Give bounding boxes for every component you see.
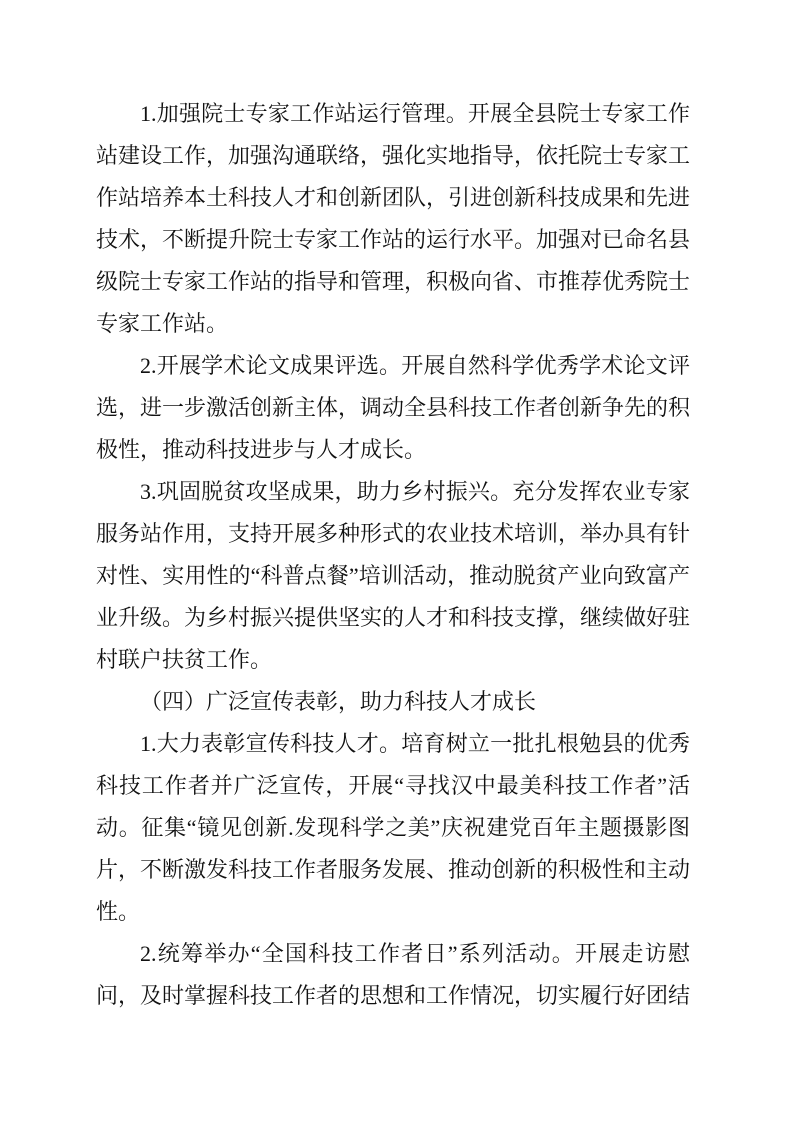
- paragraph-poverty-alleviation: 3.巩固脱贫攻坚成果，助力乡村振兴。充分发挥农业专家服务站作用，支持开展多种形式的农业技术培训，举办具有针对性、实用性的“科普点餐”培训活动，推动脱贫产业向致富产业升级。为乡村振兴提供坚实的人才和科技支撑，继续做好驻村联户扶贫工作。: [96, 479, 691, 672]
- paragraph-commend-talents: 1.大力表彰宣传科技人才。培育树立一批扎根勉县的优秀科技工作者并广泛宣传，开展“寻找汉中最美科技工作者”活动。征集“镜见创新.发现科学之美”庆祝建党百年主题摄影图片，不断激发科技工作者服务发展、推动创新的积极性和主动性。: [96, 731, 691, 924]
- paragraph-academician-workstation: 1.加强院士专家工作站运行管理。开展全县院士专家工作站建设工作，加强沟通联络，强化实地指导，依托院士专家工作站培养本土科技人才和创新团队，引进创新科技成果和先进技术，不断提升院士专家工作站的运行水平。加强对已命名县级院士专家工作站的指导和管理，积极向省、市推荐优秀院士专家工作站。: [96, 101, 691, 336]
- paragraph-sci-tech-workers-day: 2.统筹举办“全国科技工作者日”系列活动。开展走访慰问，及时掌握科技工作者的思想和工作情况，切实履行好团结: [96, 941, 691, 1008]
- section-heading-four: （四）广泛宣传表彰，助力科技人才成长: [140, 689, 537, 714]
- document-text-block: [96, 93, 690, 1017]
- paragraph-academic-paper-selection: 2.开展学术论文成果评选。开展自然科学优秀学术论文评选，进一步激活创新主体，调动全县科技工作者创新争先的积极性，推动科技进步与人才成长。: [96, 353, 691, 462]
